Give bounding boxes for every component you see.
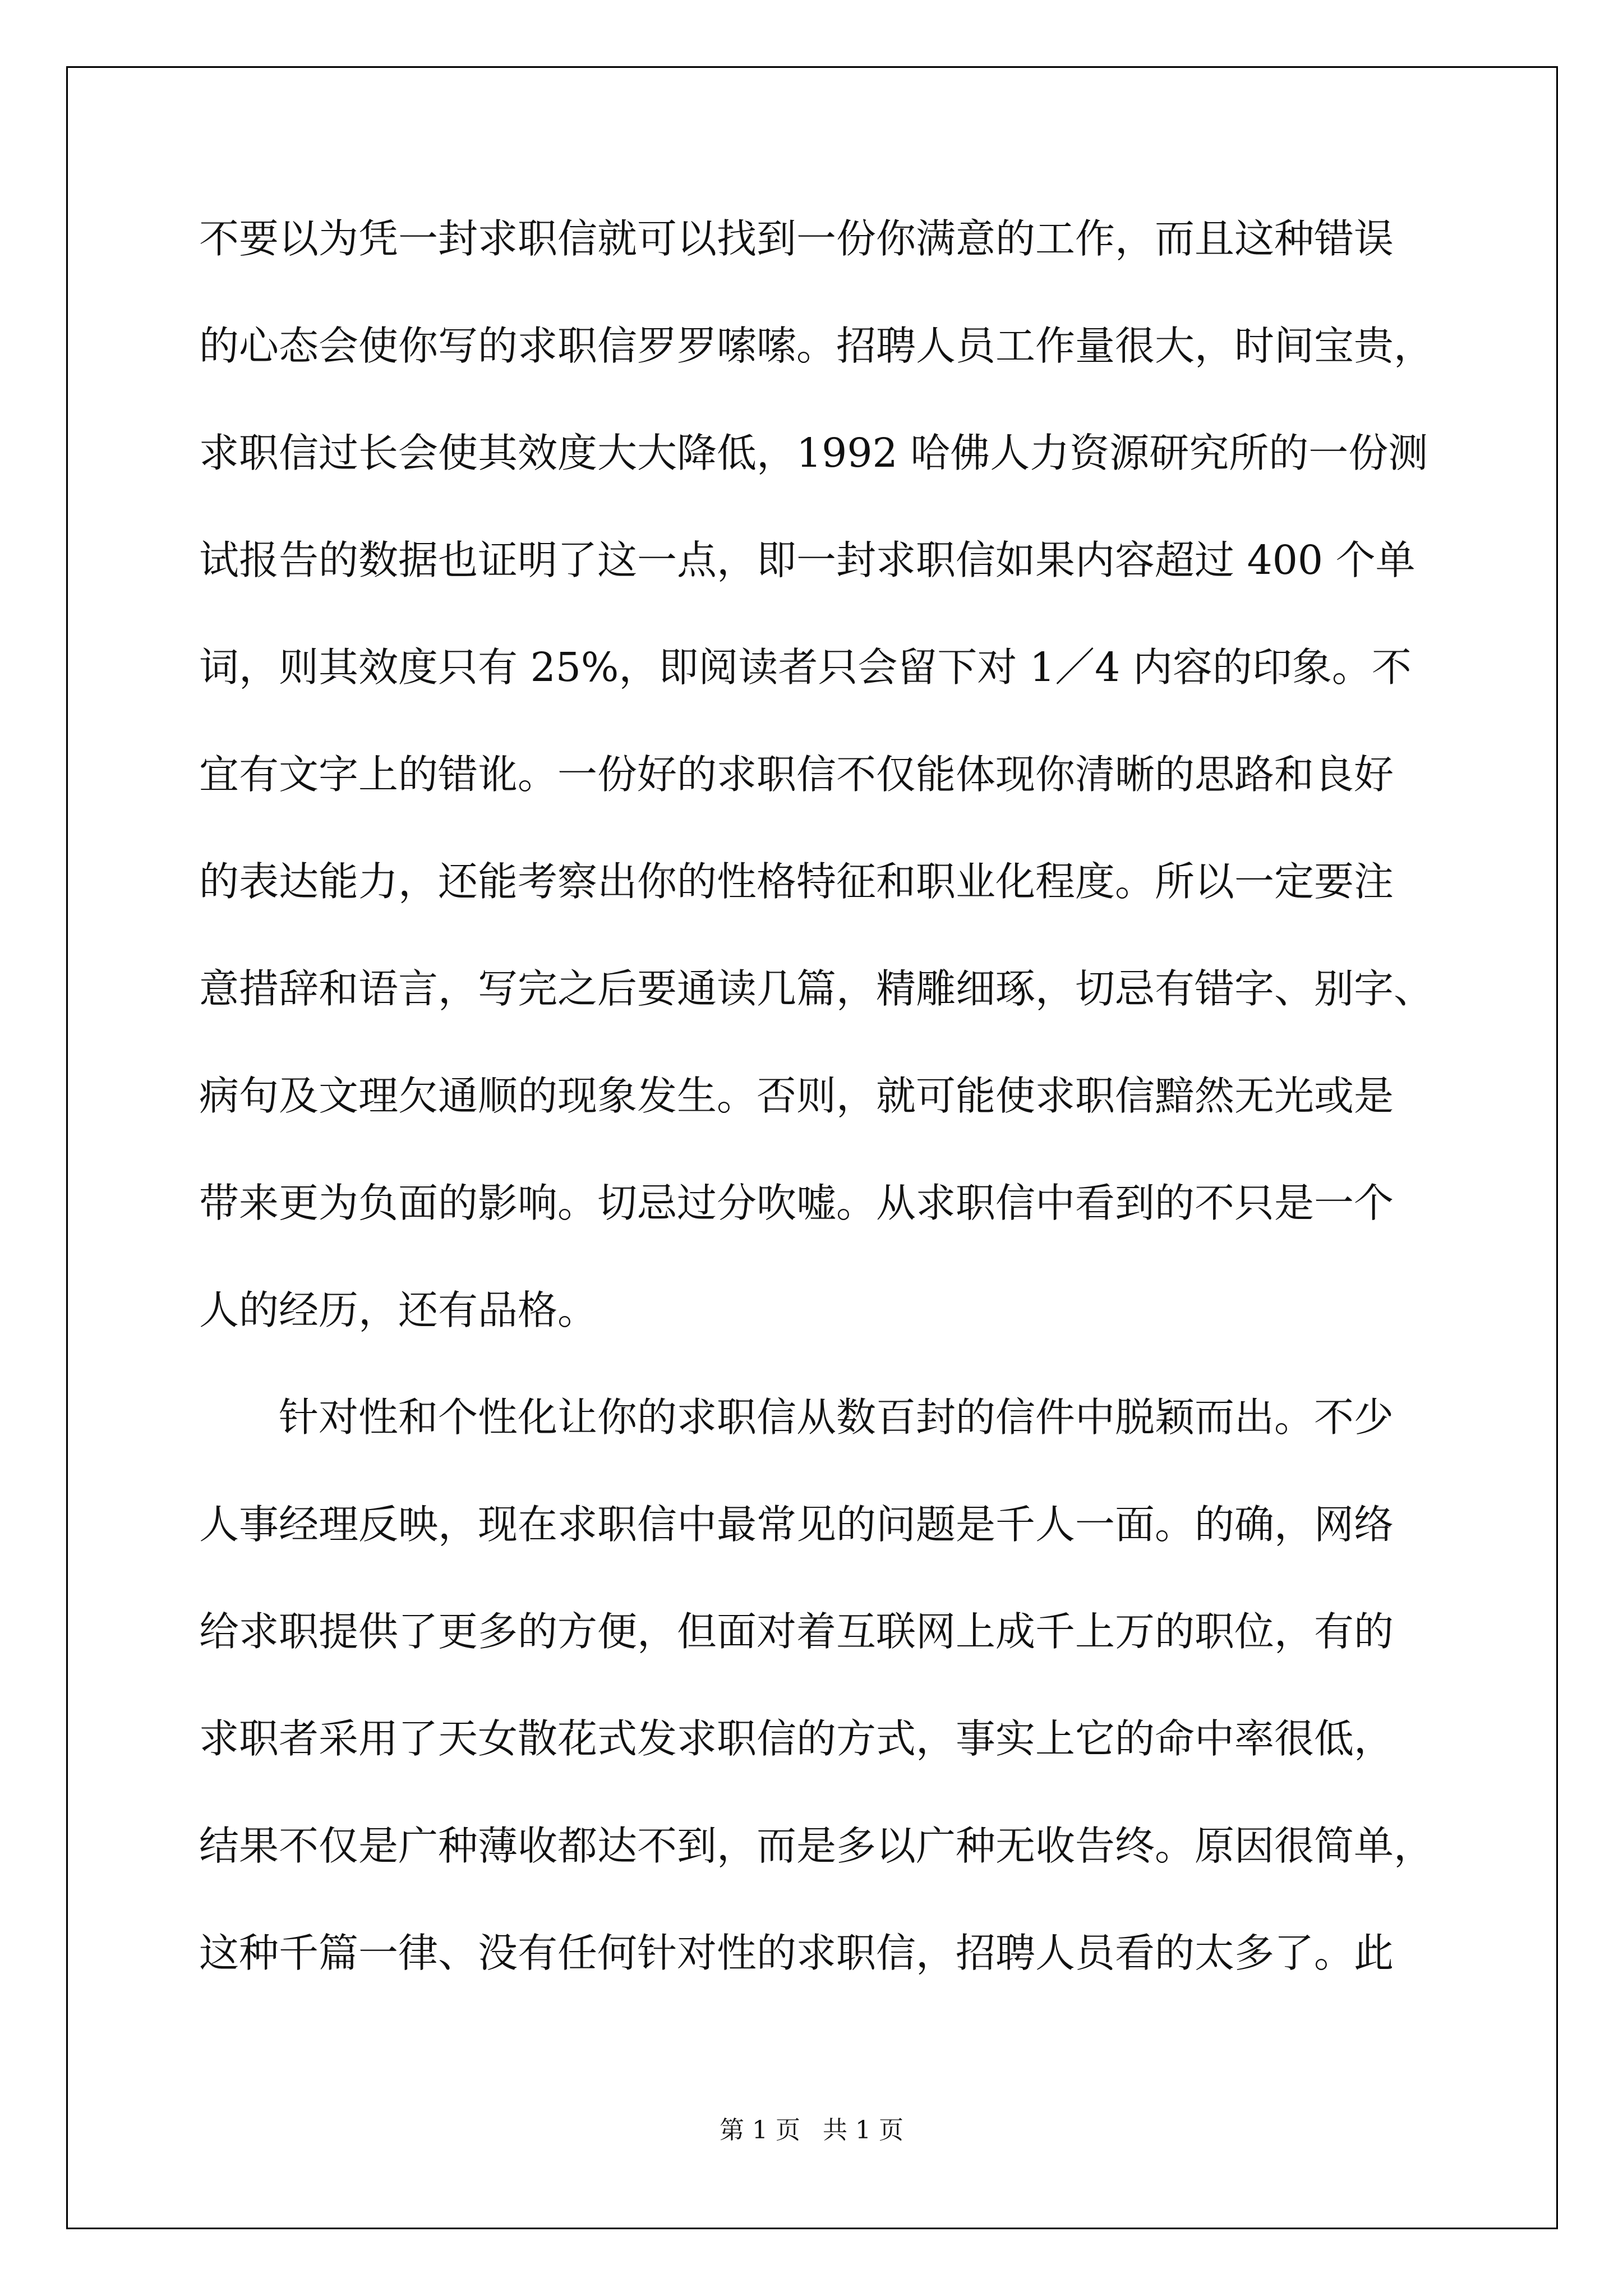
page-number: 第 1 页 — [720, 2116, 800, 2145]
text-line: 宜有文字上的错讹。一份好的求职信不仅能体现你清晰的思路和良好 — [199, 751, 1394, 798]
paragraph-start-line: 针对性和个性化让你的求职信从数百封的信件中脱颖而出。不少 — [279, 1394, 1394, 1441]
text-line: 人事经理反映，现在求职信中最常见的问题是千人一面。的确，网络 — [199, 1501, 1394, 1548]
text-line: 求职信过长会使其效度大大降低，1992 哈佛人力资源研究所的一份测 — [199, 430, 1428, 476]
text-line: 结果不仅是广种薄收都达不到，而是多以广种无收告终。原因很简单， — [199, 1823, 1434, 1869]
text-line: 的表达能力，还能考察出你的性格特征和职业化程度。所以一定要注 — [199, 858, 1394, 905]
text-line: 人的经历，还有品格。 — [199, 1287, 598, 1333]
body-text — [199, 215, 1434, 2040]
text-line: 给求职提供了更多的方便，但面对着互联网上成千上万的职位，有的 — [199, 1608, 1394, 1655]
text-line: 意措辞和语言，写完之后要通读几篇，精雕细琢，切忌有错字、别字、 — [199, 965, 1434, 1012]
text-line: 试报告的数据也证明了这一点，即一封求职信如果内容超过 400 个单 — [199, 537, 1415, 583]
text-line: 词，则其效度只有 25%，即阅读者只会留下对 1／4 内容的印象。不 — [199, 644, 1412, 691]
text-line: 不要以为凭一封求职信就可以找到一份你满意的工作，而且这种错误 — [199, 215, 1394, 262]
text-line: 病句及文理欠通顺的现象发生。否则，就可能使求职信黯然无光或是 — [199, 1073, 1394, 1119]
page-total: 共 1 页 — [823, 2116, 903, 2145]
text-line: 求职者采用了天女散花式发求职信的方式，事实上它的命中率很低， — [199, 1715, 1394, 1762]
page-footer — [0, 2118, 1623, 2143]
text-line: 带来更为负面的影响。切忌过分吹嘘。从求职信中看到的不只是一个 — [199, 1180, 1394, 1226]
text-line: 这种千篇一律、没有任何针对性的求职信，招聘人员看的太多了。此 — [199, 1930, 1394, 1976]
text-line: 的心态会使你写的求职信罗罗嗦嗦。招聘人员工作量很大，时间宝贵， — [199, 323, 1434, 369]
